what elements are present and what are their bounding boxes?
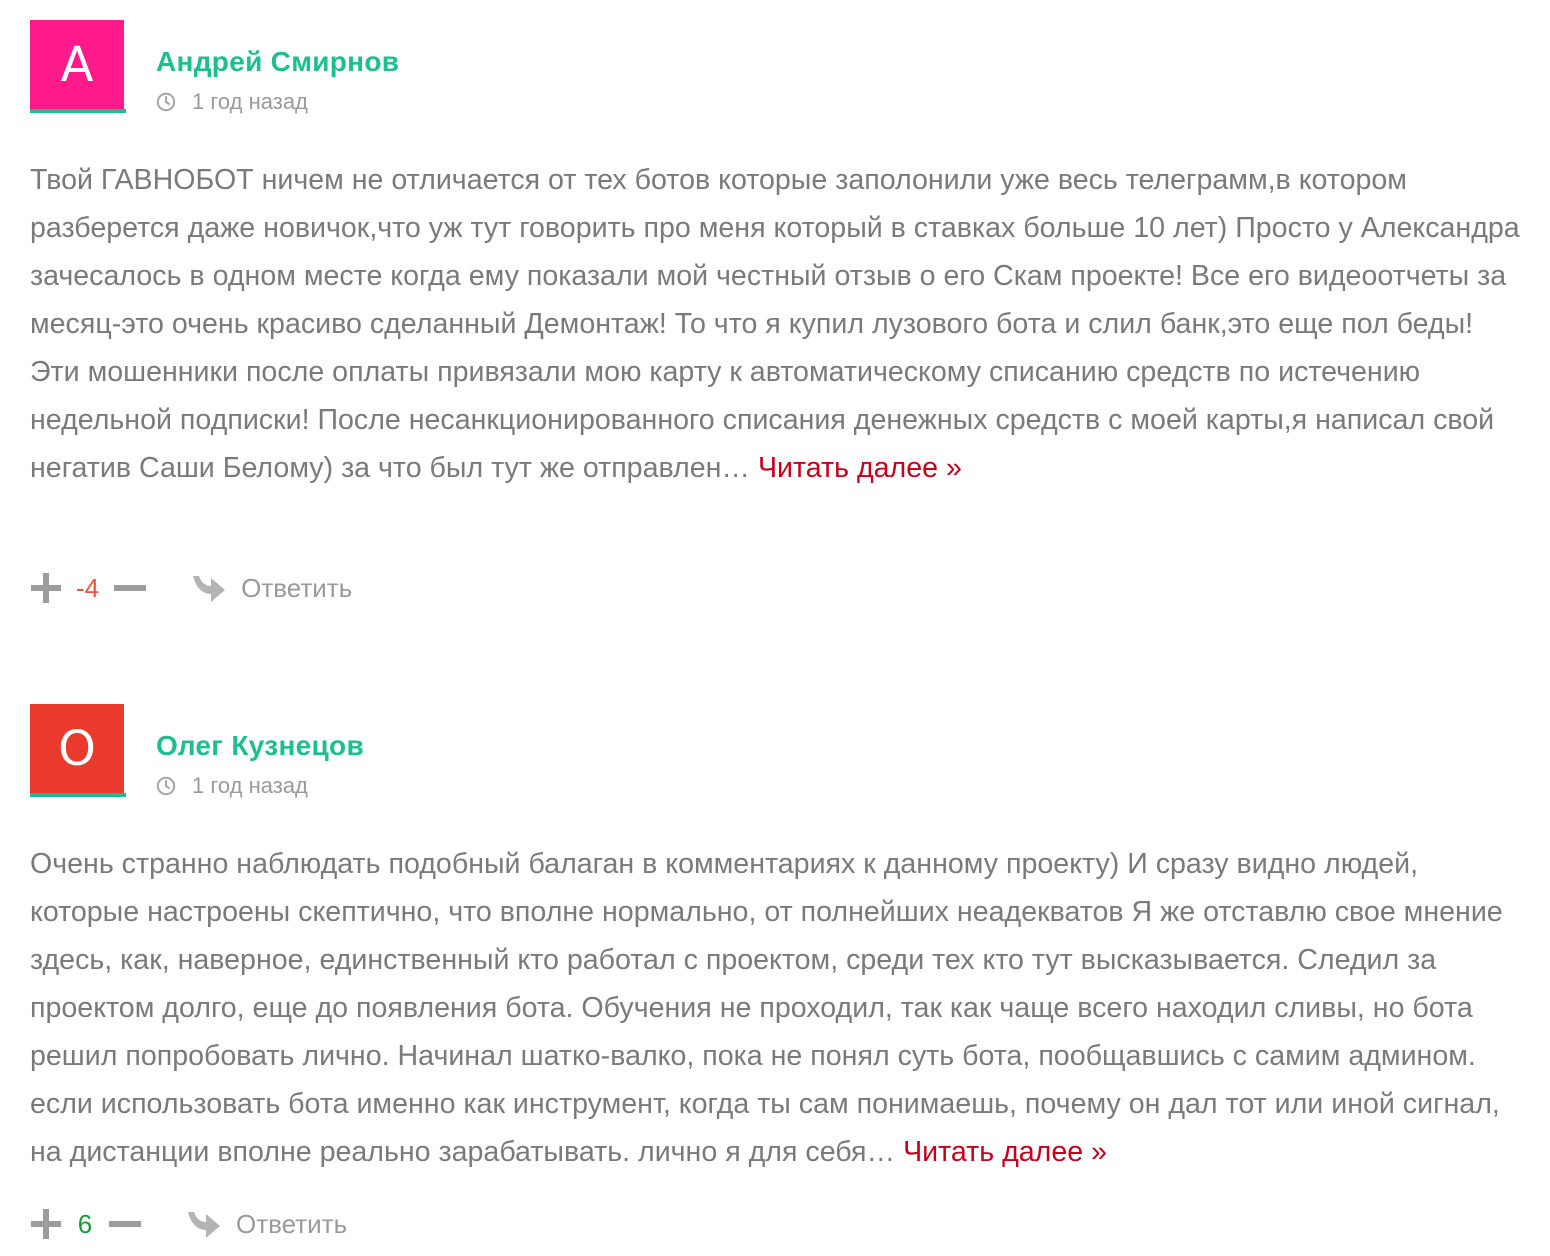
avatar-underline — [30, 109, 126, 113]
comment-author[interactable]: Андрей Смирнов — [156, 46, 400, 77]
avatar-underline — [30, 793, 126, 797]
reply-button[interactable] — [191, 572, 352, 604]
comment-time[interactable]: 1 год назад — [192, 89, 308, 114]
reply-label: Ответить — [236, 1208, 348, 1239]
reply-arrow-icon — [186, 1208, 222, 1240]
read-more-link[interactable]: Читать далее » — [757, 452, 962, 484]
avatar-letter: О — [30, 704, 124, 793]
clock-icon — [156, 776, 176, 796]
comment-text — [30, 840, 1522, 1176]
clock-icon — [156, 92, 176, 112]
comment-author[interactable]: Олег Кузнецов — [156, 730, 364, 761]
reply-button[interactable] — [186, 1208, 347, 1240]
vote-count: 6 — [77, 1208, 93, 1239]
reply-label: Ответить — [241, 572, 353, 603]
comment-text — [30, 156, 1522, 492]
comment-time[interactable]: 1 год назад — [192, 773, 308, 798]
reply-arrow-icon — [191, 572, 227, 604]
plus-icon[interactable] — [30, 572, 62, 604]
read-more-link[interactable]: Читать далее » — [903, 1136, 1108, 1168]
vote-count: -4 — [76, 572, 100, 603]
avatar-letter: А — [30, 20, 124, 109]
comment-body: Очень странно наблюдать подобный балаган в комментариях к данному проекту) И сразу видно людей, которые настроены скептично, что вполне нормально, от полнейших неадекватов Я же отставлю свое мнение здесь, как, наверное, единственный кто работал с проектом, среди тех кто тут высказывается. Следил за проектом долго, еще до появления бота. Обучения не проходил, так как чаще всего находил сливы, но бота решил попробовать лично. Начинал шатко-валко, пока не понял суть бота, пообщавшись с самим админом. если использовать бота именно как инструмент, когда ты сам понимаешь, почему он дал тот или иной сигнал, на дистанции вполне реально зарабатывать. лично я для себя… — [30, 848, 1503, 1168]
avatar[interactable] — [30, 704, 126, 798]
comment-body: Твой ГАВНОБОТ ничем не отличается от тех ботов которые заполонили уже весь телеграмм,в котором разберется даже новичок,что уж тут говорить про меня который в ставках больше 10 лет) Просто у Александра зачесалось в одном месте когда ему показали мой честный отзыв о его Скам проекте! Все его видеоотчеты за месяц-это очень красиво сделанный Демонтаж! То что я купил лузового бота и слил банк,это еще пол беды! Эти мошенники после оплаты привязали мою карту к автоматическому списанию средств по истечению недельной подписки! После несанкционированного списания денежных средств с моей карты,я написал свой негатив Саши Белому) за что был тут же отправлен… — [30, 164, 1520, 484]
minus-icon[interactable] — [108, 1208, 142, 1240]
plus-icon[interactable] — [30, 1208, 62, 1240]
avatar[interactable] — [30, 20, 126, 114]
comment-actions — [30, 568, 352, 608]
comment-meta — [156, 88, 308, 116]
comment-actions — [30, 1204, 347, 1244]
minus-icon[interactable] — [113, 572, 147, 604]
comment-meta — [156, 772, 308, 800]
